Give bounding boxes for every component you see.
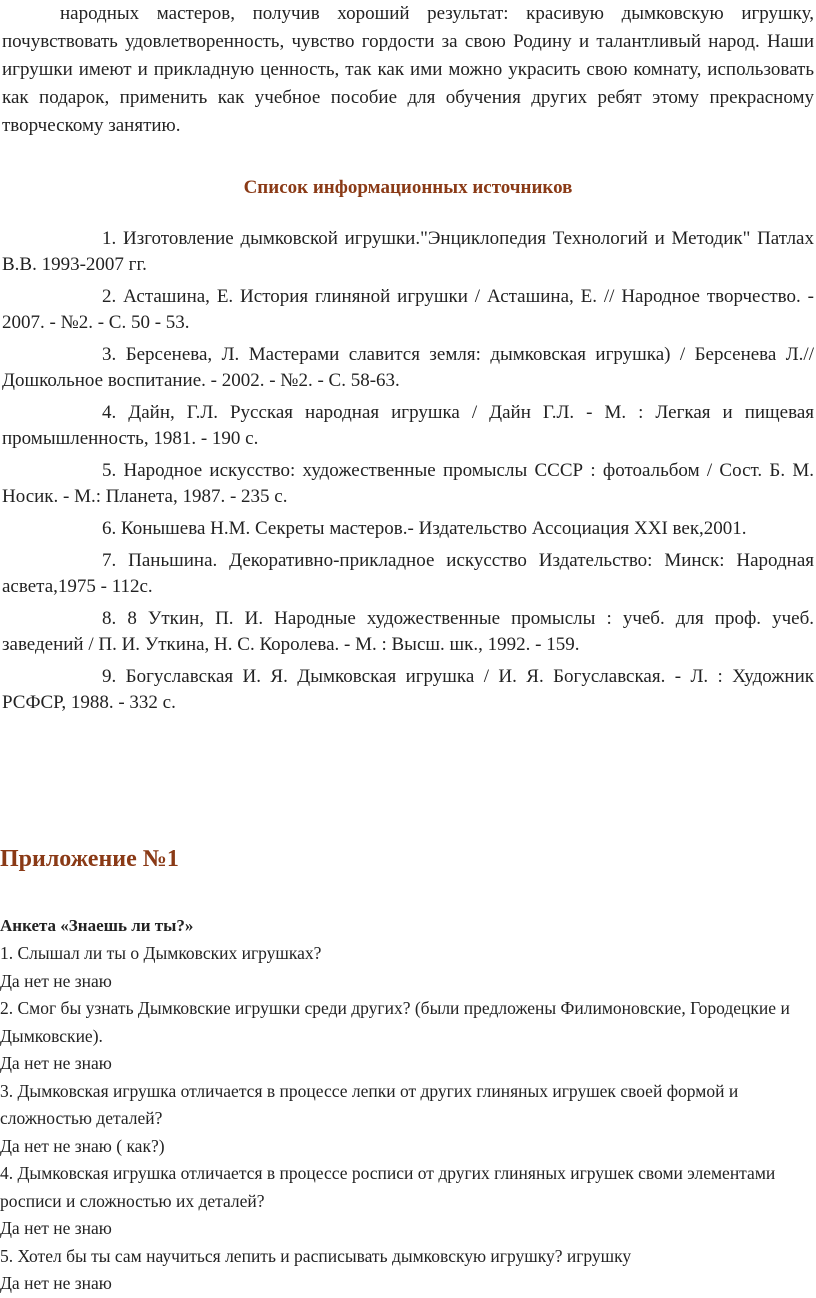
source-item: 7. Паньшина. Декоративно-прикладное искусство Издательство: Минск: Народная асвета,1975 - 112с. — [2, 550, 814, 597]
survey-answer-options: Да нет не знаю — [0, 1273, 112, 1293]
source-item: 8. 8 Уткин, П. И. Народные художественные промыслы : учеб. для проф. учеб. заведений / П. И. Уткина, Н. С. Королева. - М. : Высш. шк., 1992. - 159. — [2, 608, 814, 655]
source-item: 6. Конышева Н.М. Секреты мастеров.- Издательство Ассоциация XXI век,2001. — [102, 518, 747, 539]
survey-answer-options: Да нет не знаю — [0, 970, 112, 991]
survey-answer-options: Да нет не знаю — [0, 1053, 112, 1073]
survey-body — [0, 940, 816, 1298]
survey-question-3: 3. Дымковская игрушка отличается в процессе лепки от других глиняных игрушек своей формой и сложностью деталей? — [0, 1080, 739, 1128]
sources-title: Список информационных источников — [243, 177, 573, 198]
survey-answer-options: Да нет не знаю ( как?) — [0, 1135, 165, 1156]
source-item: 4. Дайн, Г.Л. Русская народная игрушка / Дайн Г.Л. - М. : Легкая и пищевая промышленность, 1981. - 190 с. — [2, 402, 814, 449]
source-item: 1. Изготовление дымковской игрушки."Энциклопедия Технологий и Методик" Патлах В.В. 1993-2007 гг. — [2, 228, 814, 275]
survey-answer-options: Да нет не знаю — [0, 1218, 112, 1238]
survey-title: Анкета «Знаешь ли ты?» — [0, 916, 194, 935]
survey-question-1: 1. Слышал ли ты о Дымковских игрушках? — [0, 943, 322, 963]
survey-question-2: 2. Смог бы узнать Дымковские игрушки среди других? (были предложены Филимоновские, Городецкие и Дымковские). — [0, 998, 790, 1046]
appendix-title: Приложение №1 — [0, 846, 179, 872]
source-item: 5. Народное искусство: художественные промыслы СССР : фотоальбом / Сост. Б. М. Носик. - М.: Планета, 1987. - 235 с. — [2, 460, 814, 507]
source-item: 9. Богуславская И. Я. Дымковская игрушка / И. Я. Богуславская. - Л. : Художник РСФСР, 1988. - 332 с. — [2, 666, 814, 713]
intro-paragraph: народных мастеров, получив хороший результат: красивую дымковскую игрушку, почувствовать удовлетворенность, чувство гордости за свою Родину и талантливый народ. Наши игрушки имеют и прикладную ценность, так как ими можно украсить свою комнату, использовать как подарок, применить как учебное пособие для обучения других ребят этому прекрасному творческому занятию. — [2, 3, 814, 136]
survey-question-4: 4. Дымковская игрушка отличается в процессе росписи от других глиняных игрушек своми элементами росписи и сложностью их деталей? — [0, 1163, 776, 1211]
survey-question-5: 5. Хотел бы ты сам научиться лепить и расписывать дымковскую игрушку? игрушку — [0, 1245, 632, 1266]
source-item: 2. Асташина, Е. История глиняной игрушки / Асташина, Е. // Народное творчество. - 2007. - №2. - С. 50 - 53. — [2, 286, 814, 333]
sources-list — [0, 226, 816, 716]
source-item: 3. Берсенева, Л. Мастерами славится земля: дымковская игрушка) / Берсенева Л.// Дошкольное воспитание. - 2002. - №2. - С. 58-63. — [2, 344, 814, 391]
